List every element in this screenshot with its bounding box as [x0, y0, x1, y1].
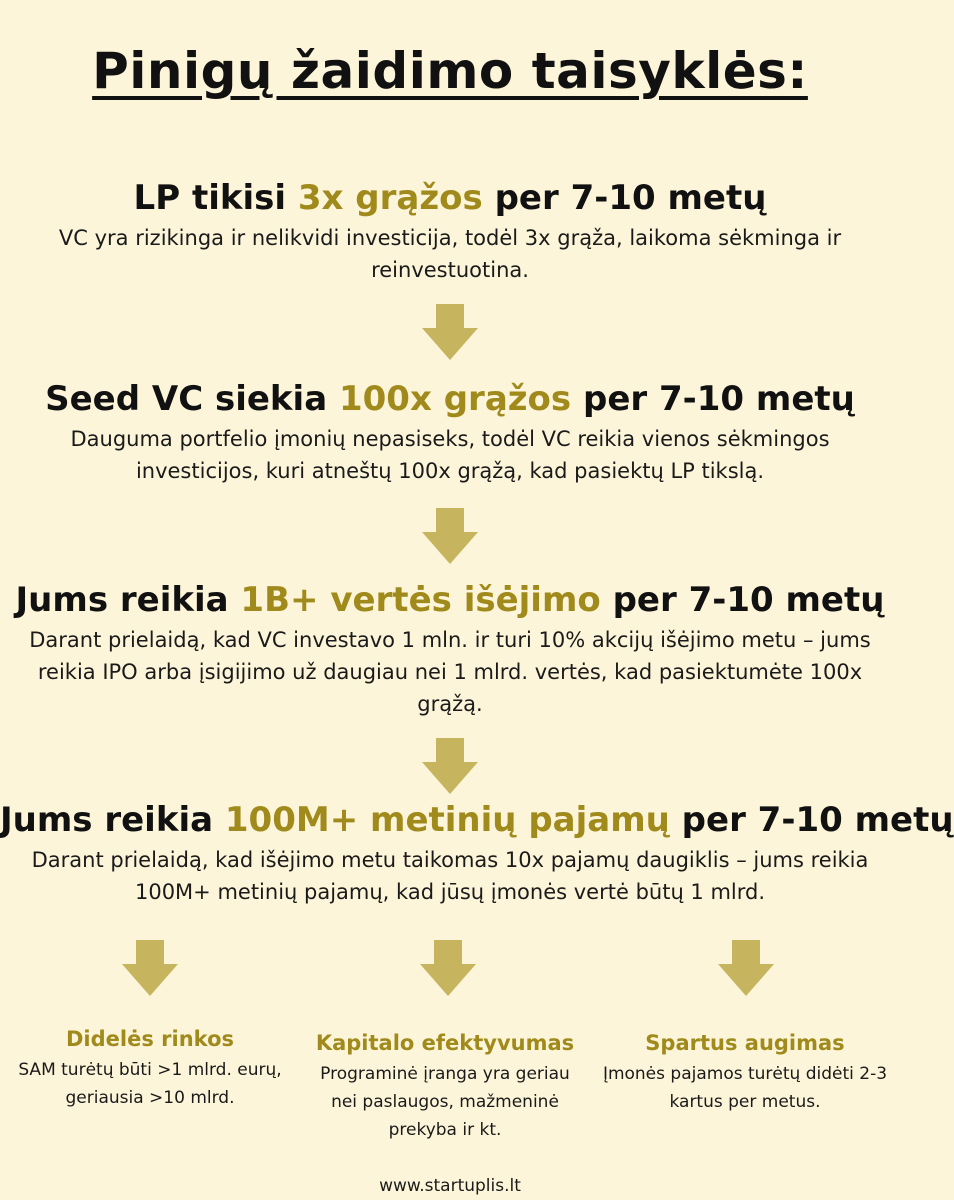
column-text: Įmonės pajamos turėtų didėti 2-3 kartus per metus. [602, 1064, 888, 1112]
heading-text: per 7-10 metų [482, 178, 767, 218]
column-text: SAM turėtų būti >1 mlrd. eurų, geriausia >10 mlrd. [18, 1060, 282, 1108]
column-text: Programinė įranga yra geriau nei paslaugos, mažmeninė prekyba ir kt. [320, 1064, 570, 1140]
heading-accent: 100x grąžos [338, 379, 572, 419]
arrow-down-icon [420, 940, 476, 996]
column-title: Spartus augimas [645, 1031, 845, 1055]
footer-url: www.startuplis.lt [379, 1176, 521, 1196]
section-heading [0, 578, 900, 622]
section-lp-returns [0, 176, 900, 286]
heading-text: per 7-10 metų [571, 379, 855, 419]
heading-text: per 7-10 metų [669, 800, 954, 840]
section-heading [0, 377, 900, 421]
heading-text: Jums reikia [0, 800, 225, 840]
arrow-down-icon [422, 304, 478, 360]
heading-text: Jums reikia [15, 580, 241, 620]
column-title: Kapitalo efektyvumas [315, 1031, 575, 1055]
heading-accent: 3x grąžos [297, 178, 483, 218]
section-description: Darant prielaidą, kad išėjimo metu taikomas 10x pajamų daugiklis – jums reikia 100M+ metinių pajamų, kad jūsų įmonės vertė būtų 1 mlrd. [31, 848, 869, 904]
heading-text: Seed VC siekia [45, 379, 339, 419]
section-description: Dauguma portfelio įmonių nepasiseks, todėl VC reikia vienos sėkmingos investicijos, kuri atneštų 100x grąžą, kad pasiektų LP tikslą. [70, 427, 830, 483]
section-annual-revenue [0, 798, 954, 908]
section-description: VC yra rizikinga ir nelikvidi investicija, todėl 3x grąža, laikoma sėkminga ir reinvestuotina. [58, 226, 842, 282]
arrow-down-icon [422, 738, 478, 794]
column-large-markets [2, 1022, 298, 1112]
page-title: Pinigų žaidimo taisyklės: [92, 42, 808, 100]
column-capital-efficiency [310, 1026, 580, 1144]
section-description: Darant prielaidą, kad VC investavo 1 mln. ir turi 10% akcijų išėjimo metu – jums reikia IPO arba įsigijimo už daugiau nei 1 mlrd. vertės, kad pasiektumėte 100x grąžą. [29, 628, 871, 716]
column-title: Didelės rinkos [66, 1027, 234, 1051]
arrow-down-icon [122, 940, 178, 996]
section-exit-value [0, 578, 900, 720]
heading-text: LP tikisi [133, 178, 298, 218]
heading-text: per 7-10 metų [600, 580, 885, 620]
heading-accent: 1B+ vertės išėjimo [240, 580, 601, 620]
section-heading [0, 176, 900, 220]
section-seed-vc [0, 377, 900, 487]
column-rapid-growth [600, 1026, 890, 1116]
arrow-down-icon [718, 940, 774, 996]
arrow-down-icon [422, 508, 478, 564]
heading-accent: 100M+ metinių pajamų [224, 800, 670, 840]
section-heading [0, 798, 954, 842]
